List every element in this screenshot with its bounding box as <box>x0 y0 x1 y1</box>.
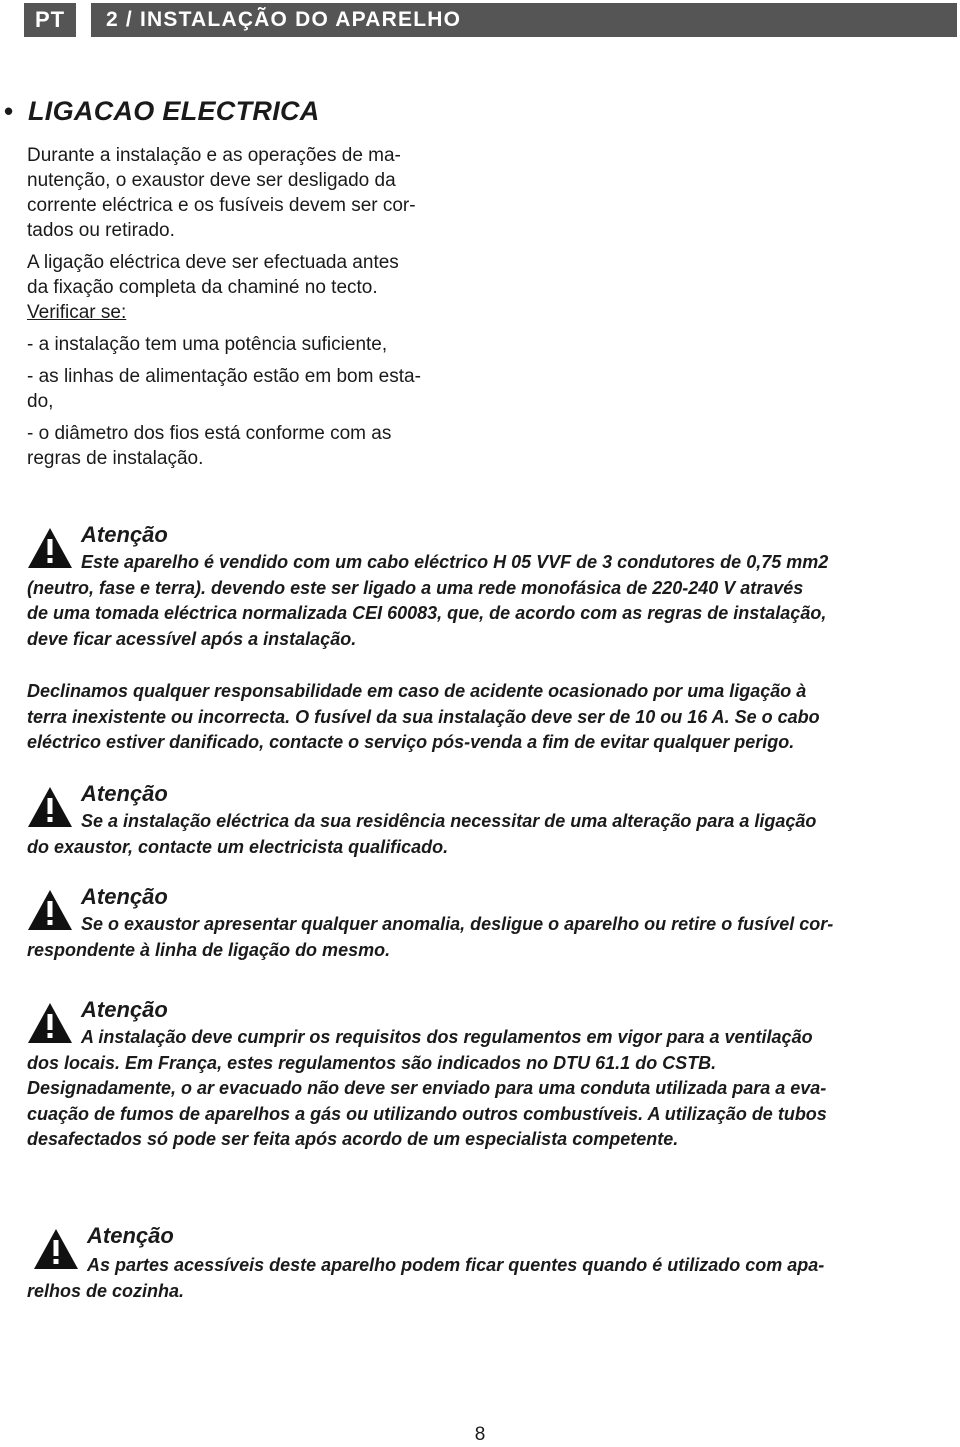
warning-line: Se a instalação eléctrica da sua residência necessitar de uma alteração para a ligação <box>81 811 817 831</box>
warning-text <box>27 550 957 652</box>
warning-line: relhos de cozinha. <box>27 1280 185 1301</box>
warning-line: desafectados só pode ser feita após acordo de um especialista competente. <box>27 1129 679 1149</box>
warning-text <box>27 912 957 963</box>
disclaimer-line: Declinamos qualquer responsabilidade em caso de acidente ocasionado por uma ligação à <box>27 681 807 701</box>
body-line: tados ou retirado. <box>27 220 175 241</box>
warning-title: Atenção <box>81 781 168 806</box>
warning-title: Atenção <box>81 522 168 547</box>
body-line: - o diâmetro dos fios está conforme com as <box>27 423 392 444</box>
language-tag: PT <box>24 3 76 37</box>
body-line: A ligação eléctrica deve ser efectuada antes <box>27 252 399 273</box>
body-line: Durante a instalação e as operações de ma- <box>27 145 401 166</box>
body-line: regras de instalação. <box>27 448 204 469</box>
verify-label: Verificar se: <box>27 302 127 323</box>
body-line: corrente eléctrica e os fusíveis devem ser cor- <box>27 195 416 216</box>
warning-text <box>27 809 957 860</box>
warning-line: do exaustor, contacte um electricista qualificado. <box>27 836 449 857</box>
disclaimer-text <box>27 679 957 756</box>
warning-line: deve ficar acessível após a instalação. <box>27 628 357 649</box>
section-title: LIGACAO ELECTRICA <box>28 96 320 126</box>
body-text <box>27 143 477 471</box>
section-bullet: • <box>4 96 14 126</box>
warning-line: As partes acessíveis deste aparelho podem ficar quentes quando é utilizado com apa- <box>87 1255 825 1275</box>
warning-line: Designadamente, o ar evacuado não deve ser enviado para uma conduta utilizada para a eva- <box>27 1078 827 1098</box>
warning-title: Atenção <box>87 1223 174 1248</box>
body-line: do, <box>27 391 54 412</box>
warning-title: Atenção <box>81 997 168 1022</box>
warning-line: de uma tomada eléctrica normalizada CEI 60083, que, de acordo com as regras de instalação, <box>27 603 827 623</box>
warning-line: A instalação deve cumprir os requisitos dos regulamentos em vigor para a ventilação <box>81 1027 813 1047</box>
warning-line: respondente à linha de ligação do mesmo. <box>27 939 391 960</box>
body-line <box>27 300 477 325</box>
body-line: da fixação completa da chaminé no tecto. <box>27 277 378 298</box>
warning-text <box>27 1253 957 1304</box>
warning-line: dos locais. Em França, estes regulamentos são indicados no DTU 61.1 do CSTB. <box>27 1052 717 1073</box>
warning-text <box>27 1025 957 1153</box>
warning-line: Este aparelho é vendido com um cabo eléctrico H 05 VVF de 3 condutores de 0,75 mm2 <box>81 552 829 572</box>
body-line: - as linhas de alimentação estão em bom esta- <box>27 366 421 387</box>
page-number: 8 <box>474 1424 486 1445</box>
warning-line: cuação de fumos de aparelhos a gás ou utilizando outros combustíveis. A utilização de tubos <box>27 1103 827 1124</box>
warning-line: Se o exaustor apresentar qualquer anomalia, desligue o aparelho ou retire o fusível cor- <box>81 914 834 934</box>
chapter-title: 2 / INSTALAÇÃO DO APARELHO <box>91 3 957 37</box>
body-line: nutenção, o exaustor deve ser desligado da <box>27 170 396 191</box>
disclaimer-line: eléctrico estiver danificado, contacte o serviço pós-venda a fim de evitar qualquer perigo. <box>27 732 795 752</box>
disclaimer-line: terra inexistente ou incorrecta. O fusível da sua instalação deve ser de 10 ou 16 A. Se o cabo <box>27 706 820 727</box>
warning-title: Atenção <box>81 884 168 909</box>
warning-line: (neutro, fase e terra). devendo este ser ligado a uma rede monofásica de 220-240 V através <box>27 577 804 598</box>
body-line: - a instalação tem uma potência suficiente, <box>27 334 388 355</box>
